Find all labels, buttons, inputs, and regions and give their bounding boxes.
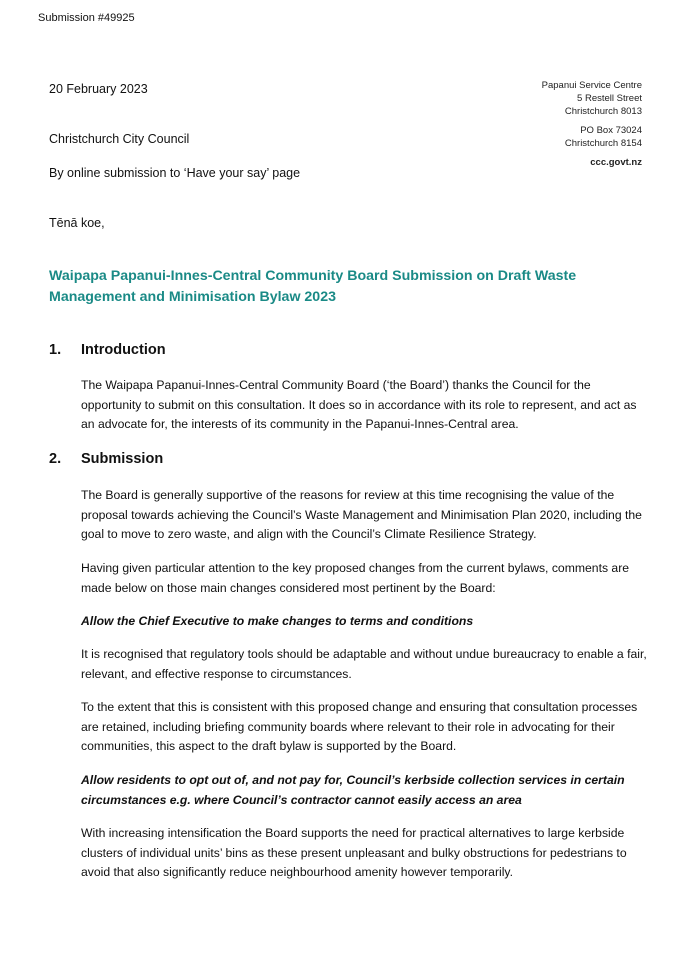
section-heading-submission xyxy=(49,451,163,467)
paragraph: With increasing intensification the Board supports the need for practical alternatives to large kerbside clusters of individual units’ bins as these present unpleasant and bulky obstructions for pedestrians to avoid that also significantly reduce neighbourhood amenity however temporarily. xyxy=(81,826,627,879)
section-heading-introduction xyxy=(49,342,166,358)
recipient: Christchurch City Council xyxy=(49,132,190,146)
section-heading-text: Submission xyxy=(81,451,164,467)
submission-method: By online submission to ‘Have your say’ page xyxy=(49,166,301,180)
address-line: PO Box 73024 xyxy=(580,125,642,136)
po-box-address xyxy=(565,124,642,150)
paragraph: The Waipapa Papanui-Innes-Central Community Board (‘the Board’) thanks the Council for the opportunity to submit on this consultation. It does so in accordance with its role to represent, and act as an advocate for, the interests of its community in the Papanui-Innes-Central area. xyxy=(81,378,637,431)
address-line: Christchurch 8013 xyxy=(564,106,642,117)
paragraph: Having given particular attention to the key proposed changes from the current bylaws, comments are made below on those main changes considered most pertinent by the Board: xyxy=(81,561,630,595)
submission-number: Submission #49925 xyxy=(38,12,135,24)
address-line: 5 Restell Street xyxy=(577,93,642,104)
subheading: Allow residents to opt out of, and not pay for, Council’s kerbside collection services in certain circumstances e.g. where Council’s contractor cannot easily access an area xyxy=(81,773,625,807)
paragraph: To the extent that this is consistent with this proposed change and ensuring that consultation processes are retained, including briefing community boards where relevant to their role in advocating for their communities, this aspect to the draft bylaw is supported by the Board. xyxy=(81,700,638,753)
paragraph: It is recognised that regulatory tools should be adaptable and without undue bureaucracy to enable a fair, relevant, and effective response to circumstances. xyxy=(81,647,647,681)
website: ccc.govt.nz xyxy=(590,157,642,168)
service-centre-address xyxy=(542,79,642,118)
address-line: Christchurch 8154 xyxy=(564,138,642,149)
letter-date: 20 February 2023 xyxy=(49,82,148,96)
address-line: Papanui Service Centre xyxy=(541,80,642,91)
section-number: 2. xyxy=(49,451,62,467)
greeting: Tēnā koe, xyxy=(49,216,105,230)
document-title: Waipapa Papanui-Innes-Central Community Board Submission on Draft Waste Management and Minimisation Bylaw 2023 xyxy=(49,268,577,305)
paragraph: The Board is generally supportive of the reasons for review at this time recognising the value of the proposal towards achieving the Council’s Waste Management and Minimisation Plan 2020, including the goal to move to zero waste, and align with the Council’s Climate Resilience Strategy. xyxy=(81,488,642,541)
subheading: Allow the Chief Executive to make changes to terms and conditions xyxy=(81,614,474,628)
section-number: 1. xyxy=(49,342,62,358)
section-heading-text: Introduction xyxy=(81,342,166,358)
